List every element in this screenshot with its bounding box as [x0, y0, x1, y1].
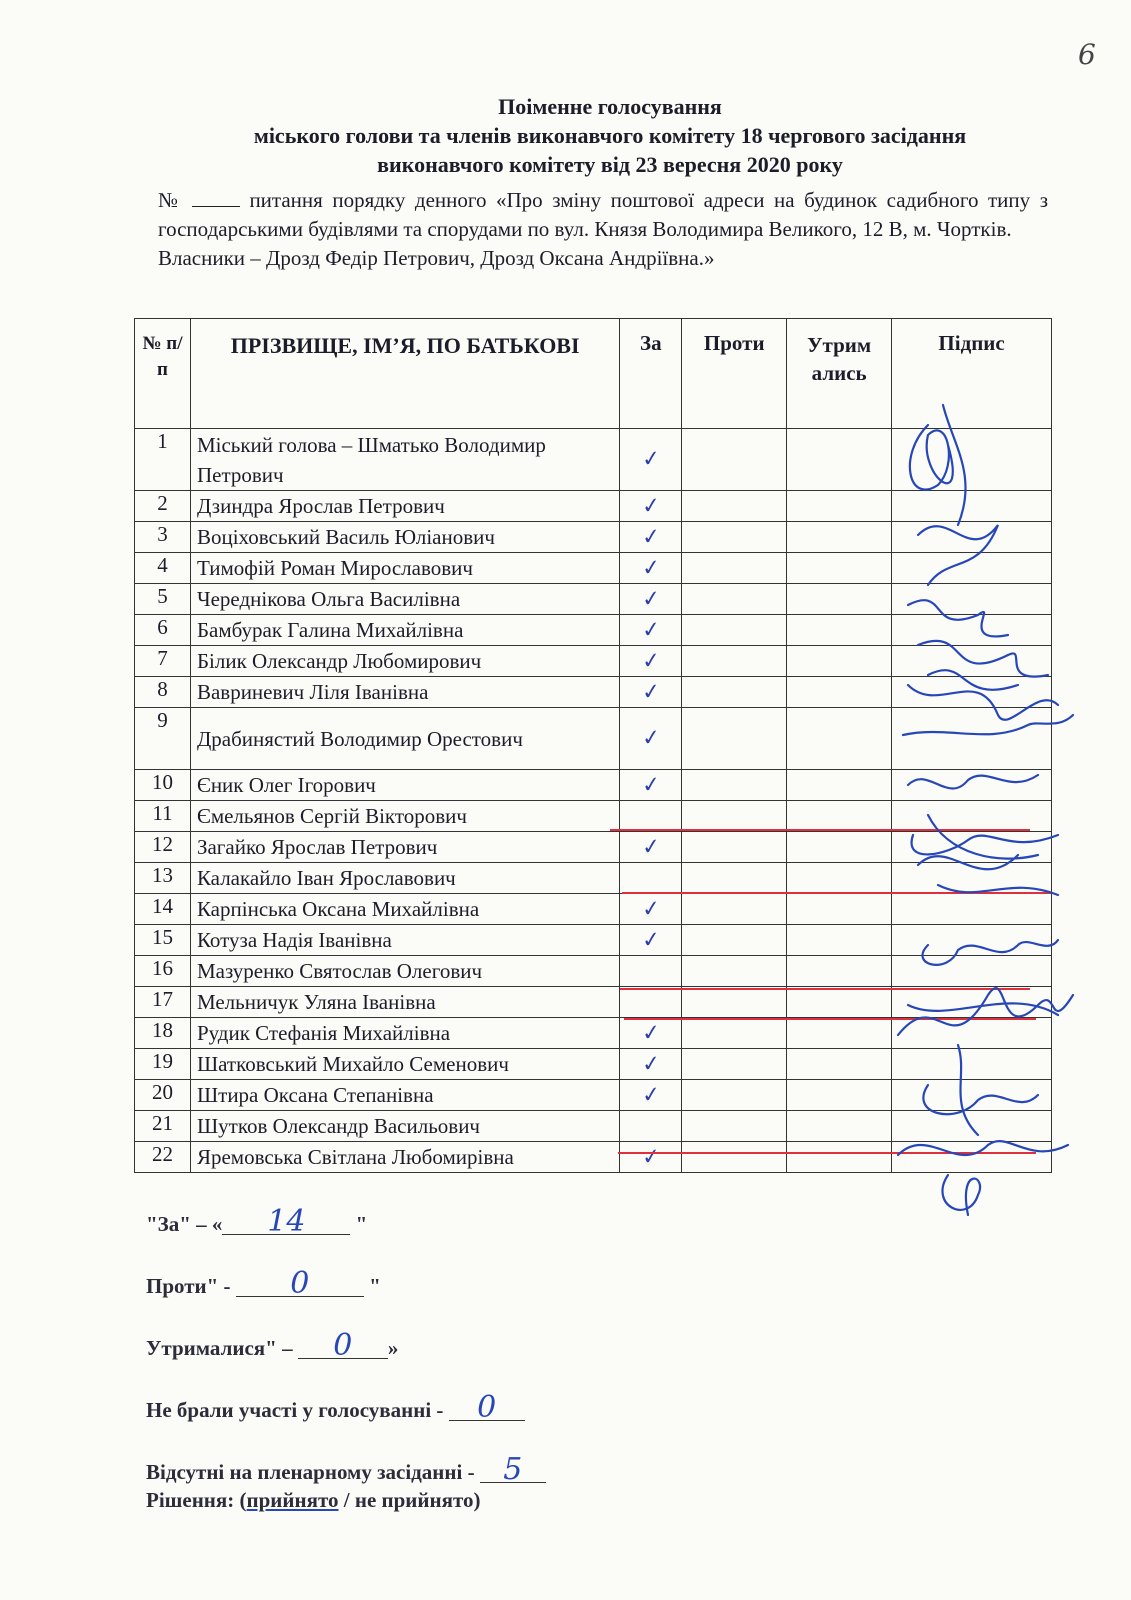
vote-for-cell [620, 894, 682, 925]
row-number: 13 [135, 863, 191, 894]
summary-for-value: 14 [222, 1210, 350, 1235]
summary-not-voted-label: Не брали участі у голосуванні - [146, 1398, 444, 1422]
row-number: 5 [135, 584, 191, 615]
signature-14 [898, 988, 1073, 1035]
checkmark-icon: ✓ [640, 523, 662, 551]
vote-abstained-cell [787, 646, 892, 677]
vote-against-cell [682, 553, 787, 584]
checkmark-icon: ✓ [640, 833, 662, 861]
signature-5 [908, 685, 1058, 720]
row-number: 19 [135, 1049, 191, 1080]
summary-absent [146, 1452, 546, 1487]
member-name: Шутков Олександр Васильович [190, 1111, 619, 1142]
decision-accepted: прийнято [246, 1488, 339, 1512]
agenda-item [158, 186, 1048, 273]
vote-for-cell [620, 832, 682, 863]
vote-abstained-cell [787, 1049, 892, 1080]
checkmark-icon: ✓ [640, 616, 662, 644]
row-number: 18 [135, 1018, 191, 1049]
decision-rejected: не прийнято [354, 1488, 474, 1512]
vote-abstained-cell [787, 1080, 892, 1111]
checkmark-icon: ✓ [640, 585, 662, 613]
vote-against-cell [682, 522, 787, 553]
title-line-2: міського голови та членів виконавчого комітету 18 чергового засідання [253, 123, 967, 148]
vote-abstained-cell [787, 1018, 892, 1049]
member-name: Білик Олександр Любомирович [190, 646, 619, 677]
vote-against-cell [682, 1111, 787, 1142]
document-title [150, 92, 1070, 179]
row-number: 2 [135, 491, 191, 522]
vote-against-cell [682, 429, 787, 491]
row-number: 20 [135, 1080, 191, 1111]
row-number: 15 [135, 925, 191, 956]
signature-22 [942, 1175, 980, 1215]
vote-for-cell [620, 522, 682, 553]
vote-against-cell [682, 863, 787, 894]
signature-6 [903, 715, 1073, 735]
vote-for-cell [620, 1111, 682, 1142]
checkmark-icon: ✓ [640, 771, 662, 799]
row-number: 3 [135, 522, 191, 553]
vote-against-cell [682, 1080, 787, 1111]
title-line-1: Поіменне голосування [498, 94, 722, 119]
decision-end: ) [473, 1488, 481, 1512]
vote-abstained-cell [787, 553, 892, 584]
vote-against-cell [682, 956, 787, 987]
decision-separator: / [338, 1488, 355, 1512]
vote-abstained-cell [787, 1142, 892, 1173]
vote-for-cell [620, 584, 682, 615]
row-number: 8 [135, 677, 191, 708]
checkmark-icon: ✓ [640, 647, 662, 675]
vote-against-cell [682, 1142, 787, 1173]
member-name: Штира Оксана Степанівна [190, 1080, 619, 1111]
vote-for-cell [620, 1018, 682, 1049]
vote-against-cell [682, 491, 787, 522]
vote-for-cell [620, 770, 682, 801]
vote-abstained-cell [787, 987, 892, 1018]
agenda-number-sign: № [158, 188, 183, 212]
member-name: Ємельянов Сергій Вікторович [190, 801, 619, 832]
signature-12 [922, 940, 1058, 965]
member-name: Загайко Ярослав Петрович [190, 832, 619, 863]
header-signature: Підпис [892, 319, 1052, 429]
vote-against-cell [682, 770, 787, 801]
summary-for-end: " [355, 1212, 368, 1236]
member-name: Череднікова Ольга Василівна [190, 584, 619, 615]
vote-against-cell [682, 646, 787, 677]
vote-against-cell [682, 801, 787, 832]
member-name: Котуза Надія Іванівна [190, 925, 619, 956]
vote-for-cell [620, 646, 682, 677]
member-name: Вавриневич Ліля Іванівна [190, 677, 619, 708]
signature-18 [923, 1045, 1038, 1135]
header-name: ПРІЗВИЩЕ, ІМ’Я, ПО БАТЬКОВІ [190, 319, 619, 429]
row-number: 9 [135, 708, 191, 770]
vote-against-cell [682, 1018, 787, 1049]
member-name: Міський голова – Шматько Володимир Петрович [190, 429, 619, 491]
vote-abstained-cell [787, 863, 892, 894]
row-number: 12 [135, 832, 191, 863]
checkmark-icon: ✓ [640, 1019, 662, 1047]
member-name: Яремовська Світлана Любомирівна [190, 1142, 619, 1173]
summary-abstained-end: » [387, 1336, 399, 1360]
signature-9 [918, 855, 1058, 895]
vote-abstained-cell [787, 677, 892, 708]
row-number: 6 [135, 615, 191, 646]
vote-abstained-cell [787, 491, 892, 522]
row-number: 21 [135, 1111, 191, 1142]
checkmark-icon: ✓ [640, 926, 662, 954]
member-name: Карпінська Оксана Михайлівна [190, 894, 619, 925]
summary-absent-label: Відсутні на пленарному засіданні - [146, 1460, 475, 1484]
summary-against-end: " [369, 1274, 381, 1298]
vote-for-cell [620, 677, 682, 708]
header-against: Проти [682, 319, 787, 429]
member-name: Рудик Стефанія Михайлівна [190, 1018, 619, 1049]
row-number: 11 [135, 801, 191, 832]
vote-for-cell [620, 429, 682, 491]
agenda-owners: Власники – Дрозд Федір Петрович, Дрозд Оксана Андріївна.» [158, 246, 715, 270]
vote-abstained-cell [787, 522, 892, 553]
vote-abstained-cell [787, 708, 892, 770]
vote-against-cell [682, 708, 787, 770]
summary-abstained-value: 0 [298, 1334, 388, 1359]
checkmark-icon: ✓ [640, 678, 662, 706]
vote-for-cell [620, 553, 682, 584]
summary-abstained-label: Утрималися" – [146, 1336, 293, 1360]
row-number: 7 [135, 646, 191, 677]
row-number: 14 [135, 894, 191, 925]
summary-against [146, 1266, 381, 1301]
title-line-3: виконавчого комітету від 23 вересня 2020 року [377, 152, 843, 177]
vote-for-cell [620, 708, 682, 770]
row-number: 1 [135, 429, 191, 491]
member-name: Шатковський Михайло Семенович [190, 1049, 619, 1080]
summary-against-label: Проти" - [146, 1274, 231, 1298]
signature-8 [912, 815, 1058, 859]
vote-against-cell [682, 925, 787, 956]
member-name: Бамбурак Галина Михайлівна [190, 615, 619, 646]
summary-decision [146, 1488, 481, 1513]
summary-against-value: 0 [236, 1272, 364, 1297]
agenda-number-blank [192, 188, 240, 207]
vote-for-cell [620, 1049, 682, 1080]
agenda-text: питання порядку денного «Про зміну поштової адреси на будинок садибного типу з господарськими будівлями та спорудами по вул. Князя Володимира Великого, 12 В, м. Чортків. [158, 188, 1048, 241]
vote-for-cell [620, 863, 682, 894]
vote-against-cell [682, 987, 787, 1018]
header-number: № п/п [135, 319, 191, 429]
vote-abstained-cell [787, 832, 892, 863]
checkmark-icon: ✓ [640, 1050, 662, 1078]
summary-not-voted-value: 0 [449, 1396, 525, 1421]
vote-abstained-cell [787, 584, 892, 615]
vote-for-cell [620, 1080, 682, 1111]
vote-abstained-cell [787, 429, 892, 491]
row-number: 10 [135, 770, 191, 801]
summary-absent-value: 5 [480, 1458, 546, 1483]
member-name: Тимофій Роман Мирославович [190, 553, 619, 584]
summary-not-voted [146, 1390, 525, 1425]
member-name: Драбинястий Володимир Орестович [190, 708, 619, 770]
row-number: 22 [135, 1142, 191, 1173]
checkmark-icon: ✓ [640, 895, 662, 923]
checkmark-icon: ✓ [640, 1081, 662, 1109]
vote-for-cell [620, 615, 682, 646]
vote-for-cell [620, 491, 682, 522]
vote-for-cell [620, 801, 682, 832]
vote-against-cell [682, 832, 787, 863]
checkmark-icon: ✓ [640, 725, 662, 752]
member-name: Єник Олег Ігорович [190, 770, 619, 801]
vote-abstained-cell [787, 925, 892, 956]
decision-label: Рішення: ( [146, 1488, 247, 1512]
checkmark-icon: ✓ [640, 446, 662, 473]
signature-20 [898, 1141, 1068, 1155]
member-name: Дзиндра Ярослав Петрович [190, 491, 619, 522]
member-name: Калакайло Іван Ярославович [190, 863, 619, 894]
signature-1 [910, 405, 966, 525]
vote-against-cell [682, 894, 787, 925]
row-number: 16 [135, 956, 191, 987]
row-number: 17 [135, 987, 191, 1018]
signature-2 [918, 525, 998, 585]
summary-for [146, 1204, 368, 1239]
header-abstained: Утрим ались [787, 319, 892, 429]
header-for: За [620, 319, 682, 429]
vote-abstained-cell [787, 801, 892, 832]
checkmark-icon: ✓ [640, 554, 662, 582]
member-name: Воціховський Василь Юліанович [190, 522, 619, 553]
signature-3 [908, 600, 1008, 636]
signature-4 [918, 641, 1048, 690]
vote-abstained-cell [787, 770, 892, 801]
vote-against-cell [682, 584, 787, 615]
summary-abstained [146, 1328, 399, 1363]
signature-7 [908, 775, 1038, 789]
vote-against-cell [682, 677, 787, 708]
checkmark-icon: ✓ [640, 492, 662, 520]
page-number: 6 [1078, 38, 1096, 71]
row-number: 4 [135, 553, 191, 584]
vote-for-cell [620, 925, 682, 956]
member-name: Мазуренко Святослав Олегович [190, 956, 619, 987]
vote-against-cell [682, 1049, 787, 1080]
summary-for-label: "За" – « [146, 1212, 223, 1236]
vote-abstained-cell [787, 1111, 892, 1142]
vote-for-cell [620, 987, 682, 1018]
vote-for-cell [620, 956, 682, 987]
vote-abstained-cell [787, 615, 892, 646]
vote-for-cell [620, 1142, 682, 1173]
vote-against-cell [682, 615, 787, 646]
vote-abstained-cell [787, 894, 892, 925]
vote-abstained-cell [787, 956, 892, 987]
signatures-scribbles [888, 385, 1078, 1225]
checkmark-icon: ✓ [640, 1143, 662, 1171]
member-name: Мельничук Уляна Іванівна [190, 987, 619, 1018]
